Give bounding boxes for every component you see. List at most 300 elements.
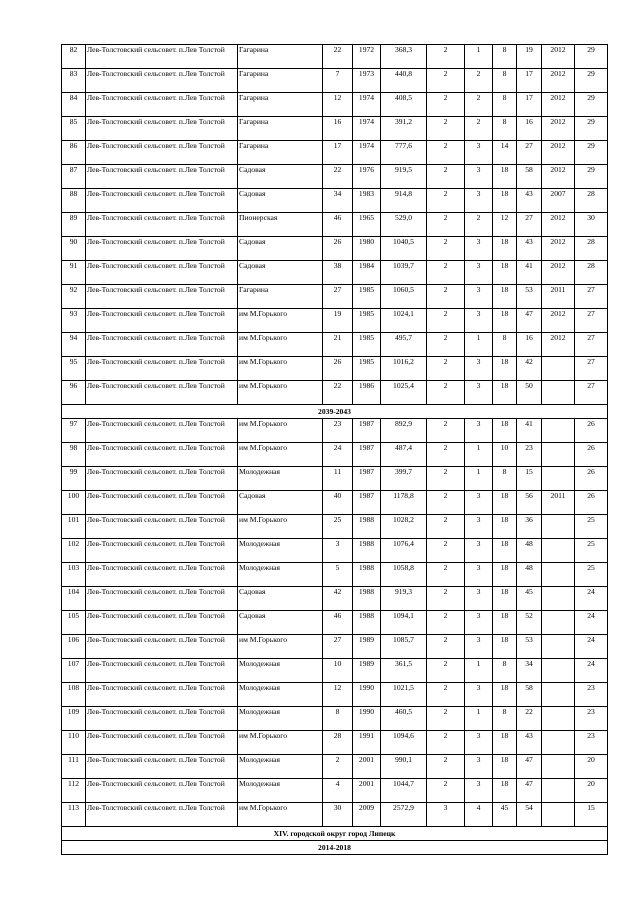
street-cell: им М.Горького [238, 635, 323, 659]
value-cell-10: 15 [575, 803, 608, 827]
table-row [62, 515, 608, 539]
value-cell-10: 27 [575, 333, 608, 357]
value-cell-6: 2 [465, 93, 493, 117]
settlement-cell: Лев-Толстовский сельсовет. п.Лев Толстой [86, 213, 238, 237]
value-cell-6: 1 [465, 659, 493, 683]
house-number-cell: 46 [323, 213, 353, 237]
row-number: 113 [62, 803, 86, 827]
repair-year-cell [542, 659, 575, 683]
settlement-cell: Лев-Толстовский сельсовет. п.Лев Толстой [86, 261, 238, 285]
value-cell-8: 45 [517, 587, 542, 611]
house-number-cell: 12 [323, 93, 353, 117]
house-number-cell: 3 [323, 539, 353, 563]
value-cell-6: 3 [465, 539, 493, 563]
table-row [62, 357, 608, 381]
value-cell-10: 23 [575, 683, 608, 707]
repair-year-cell [542, 357, 575, 381]
table-row [62, 261, 608, 285]
value-cell-7: 18 [493, 189, 517, 213]
house-number-cell: 34 [323, 189, 353, 213]
value-cell-6: 3 [465, 357, 493, 381]
row-number: 83 [62, 69, 86, 93]
value-cell-7: 18 [493, 237, 517, 261]
area-cell: 1058,8 [381, 563, 427, 587]
value-cell-6: 3 [465, 563, 493, 587]
value-cell-6: 3 [465, 141, 493, 165]
row-number: 89 [62, 213, 86, 237]
value-cell-10: 29 [575, 117, 608, 141]
house-number-cell: 22 [323, 165, 353, 189]
value-cell-5: 2 [427, 69, 465, 93]
value-cell-5: 2 [427, 779, 465, 803]
street-cell: им М.Горького [238, 515, 323, 539]
house-number-cell: 10 [323, 659, 353, 683]
house-number-cell: 8 [323, 707, 353, 731]
table-row [62, 213, 608, 237]
value-cell-8: 53 [517, 635, 542, 659]
house-number-cell: 26 [323, 237, 353, 261]
area-cell: 1025,4 [381, 381, 427, 405]
value-cell-8: 17 [517, 69, 542, 93]
house-number-cell: 27 [323, 285, 353, 309]
value-cell-7: 18 [493, 309, 517, 333]
house-number-cell: 2 [323, 755, 353, 779]
area-cell: 399,7 [381, 467, 427, 491]
area-cell: 1028,2 [381, 515, 427, 539]
year-cell: 1976 [353, 165, 381, 189]
value-cell-8: 15 [517, 467, 542, 491]
year-cell: 2009 [353, 803, 381, 827]
street-cell: Гагарина [238, 45, 323, 69]
value-cell-8: 43 [517, 237, 542, 261]
row-number: 84 [62, 93, 86, 117]
repair-year-cell [542, 467, 575, 491]
repair-year-cell: 2012 [542, 237, 575, 261]
area-cell: 1039,7 [381, 261, 427, 285]
value-cell-6: 3 [465, 779, 493, 803]
repair-year-cell: 2012 [542, 213, 575, 237]
repair-year-cell [542, 611, 575, 635]
value-cell-5: 2 [427, 443, 465, 467]
value-cell-6: 1 [465, 707, 493, 731]
street-cell: им М.Горького [238, 381, 323, 405]
value-cell-5: 2 [427, 539, 465, 563]
area-cell: 919,3 [381, 587, 427, 611]
value-cell-7: 8 [493, 45, 517, 69]
table-row [62, 755, 608, 779]
street-cell: им М.Горького [238, 443, 323, 467]
year-cell: 1988 [353, 539, 381, 563]
year-cell: 1980 [353, 237, 381, 261]
value-cell-7: 18 [493, 683, 517, 707]
street-cell: Гагарина [238, 285, 323, 309]
table-row [62, 69, 608, 93]
year-cell: 1984 [353, 261, 381, 285]
value-cell-8: 34 [517, 659, 542, 683]
value-cell-7: 18 [493, 779, 517, 803]
value-cell-7: 18 [493, 285, 517, 309]
value-cell-8: 16 [517, 117, 542, 141]
value-cell-6: 1 [465, 443, 493, 467]
row-number: 106 [62, 635, 86, 659]
year-cell: 1985 [353, 309, 381, 333]
value-cell-7: 18 [493, 381, 517, 405]
settlement-cell: Лев-Толстовский сельсовет. п.Лев Толстой [86, 117, 238, 141]
year-cell: 1987 [353, 419, 381, 443]
street-cell: им М.Горького [238, 357, 323, 381]
table-row [62, 443, 608, 467]
house-number-cell: 23 [323, 419, 353, 443]
settlement-cell: Лев-Толстовский сельсовет. п.Лев Толстой [86, 333, 238, 357]
value-cell-5: 2 [427, 333, 465, 357]
house-number-cell: 38 [323, 261, 353, 285]
repair-year-cell [542, 443, 575, 467]
area-cell: 391,2 [381, 117, 427, 141]
value-cell-6: 3 [465, 683, 493, 707]
value-cell-7: 18 [493, 611, 517, 635]
street-cell: Садовая [238, 587, 323, 611]
row-number: 102 [62, 539, 86, 563]
street-cell: им М.Горького [238, 333, 323, 357]
street-cell: Молодежная [238, 563, 323, 587]
value-cell-10: 24 [575, 587, 608, 611]
value-cell-5: 2 [427, 587, 465, 611]
table-row [62, 731, 608, 755]
repair-year-cell: 2012 [542, 333, 575, 357]
row-number: 93 [62, 309, 86, 333]
settlement-cell: Лев-Толстовский сельсовет. п.Лев Толстой [86, 755, 238, 779]
value-cell-8: 47 [517, 779, 542, 803]
house-number-cell: 22 [323, 381, 353, 405]
settlement-cell: Лев-Толстовский сельсовет. п.Лев Толстой [86, 69, 238, 93]
value-cell-6: 3 [465, 611, 493, 635]
settlement-cell: Лев-Толстовский сельсовет. п.Лев Толстой [86, 189, 238, 213]
year-cell: 1989 [353, 659, 381, 683]
settlement-cell: Лев-Толстовский сельсовет. п.Лев Толстой [86, 357, 238, 381]
area-cell: 914,8 [381, 189, 427, 213]
value-cell-7: 18 [493, 587, 517, 611]
value-cell-5: 2 [427, 189, 465, 213]
value-cell-10: 24 [575, 611, 608, 635]
row-number: 94 [62, 333, 86, 357]
table-row [62, 309, 608, 333]
street-cell: Молодежная [238, 707, 323, 731]
house-number-cell: 26 [323, 357, 353, 381]
section-header: 2014-2018 [62, 841, 608, 855]
value-cell-8: 22 [517, 707, 542, 731]
table-row [62, 683, 608, 707]
table-row [62, 237, 608, 261]
row-number: 85 [62, 117, 86, 141]
value-cell-10: 26 [575, 467, 608, 491]
settlement-cell: Лев-Толстовский сельсовет. п.Лев Толстой [86, 141, 238, 165]
value-cell-7: 8 [493, 333, 517, 357]
street-cell: Садовая [238, 237, 323, 261]
value-cell-6: 3 [465, 491, 493, 515]
value-cell-6: 3 [465, 635, 493, 659]
repair-year-cell: 2011 [542, 285, 575, 309]
row-number: 104 [62, 587, 86, 611]
repair-year-cell: 2011 [542, 491, 575, 515]
street-cell: Садовая [238, 189, 323, 213]
value-cell-10: 26 [575, 443, 608, 467]
value-cell-7: 18 [493, 563, 517, 587]
house-number-cell: 46 [323, 611, 353, 635]
value-cell-7: 18 [493, 491, 517, 515]
value-cell-8: 48 [517, 563, 542, 587]
value-cell-6: 3 [465, 419, 493, 443]
row-number: 111 [62, 755, 86, 779]
table-row [62, 563, 608, 587]
value-cell-8: 23 [517, 443, 542, 467]
row-number: 98 [62, 443, 86, 467]
value-cell-6: 3 [465, 755, 493, 779]
settlement-cell: Лев-Толстовский сельсовет. п.Лев Толстой [86, 45, 238, 69]
repair-year-cell: 2007 [542, 189, 575, 213]
street-cell: Молодежная [238, 779, 323, 803]
area-cell: 460,5 [381, 707, 427, 731]
table-row [62, 165, 608, 189]
value-cell-6: 2 [465, 117, 493, 141]
value-cell-7: 18 [493, 419, 517, 443]
house-number-cell: 25 [323, 515, 353, 539]
value-cell-8: 58 [517, 165, 542, 189]
street-cell: Гагарина [238, 69, 323, 93]
value-cell-8: 41 [517, 261, 542, 285]
value-cell-5: 2 [427, 659, 465, 683]
value-cell-10: 28 [575, 189, 608, 213]
street-cell: Гагарина [238, 141, 323, 165]
value-cell-7: 8 [493, 707, 517, 731]
value-cell-8: 16 [517, 333, 542, 357]
value-cell-10: 23 [575, 707, 608, 731]
area-cell: 2572,9 [381, 803, 427, 827]
area-cell: 361,5 [381, 659, 427, 683]
house-number-cell: 12 [323, 683, 353, 707]
area-cell: 1040,5 [381, 237, 427, 261]
value-cell-10: 29 [575, 69, 608, 93]
value-cell-10: 27 [575, 381, 608, 405]
repair-year-cell [542, 381, 575, 405]
settlement-cell: Лев-Толстовский сельсовет. п.Лев Толстой [86, 285, 238, 309]
area-cell: 529,0 [381, 213, 427, 237]
street-cell: им М.Горького [238, 309, 323, 333]
row-number: 112 [62, 779, 86, 803]
street-cell: Молодежная [238, 755, 323, 779]
year-cell: 1988 [353, 515, 381, 539]
value-cell-7: 18 [493, 755, 517, 779]
value-cell-7: 8 [493, 69, 517, 93]
value-cell-8: 54 [517, 803, 542, 827]
value-cell-8: 43 [517, 189, 542, 213]
value-cell-5: 2 [427, 93, 465, 117]
value-cell-5: 2 [427, 635, 465, 659]
table-row [62, 381, 608, 405]
table-row [62, 333, 608, 357]
settlement-cell: Лев-Толстовский сельсовет. п.Лев Толстой [86, 491, 238, 515]
value-cell-6: 3 [465, 515, 493, 539]
repair-year-cell [542, 755, 575, 779]
repair-year-cell: 2012 [542, 45, 575, 69]
house-number-cell: 4 [323, 779, 353, 803]
value-cell-10: 24 [575, 659, 608, 683]
year-cell: 1990 [353, 683, 381, 707]
settlement-cell: Лев-Толстовский сельсовет. п.Лев Толстой [86, 707, 238, 731]
row-number: 100 [62, 491, 86, 515]
year-cell: 1973 [353, 69, 381, 93]
area-cell: 1085,7 [381, 635, 427, 659]
repair-year-cell: 2012 [542, 309, 575, 333]
value-cell-6: 3 [465, 309, 493, 333]
repair-year-cell: 2012 [542, 93, 575, 117]
row-number: 103 [62, 563, 86, 587]
value-cell-7: 18 [493, 539, 517, 563]
row-number: 88 [62, 189, 86, 213]
value-cell-10: 28 [575, 261, 608, 285]
value-cell-5: 2 [427, 117, 465, 141]
house-number-cell: 19 [323, 309, 353, 333]
settlement-cell: Лев-Толстовский сельсовет. п.Лев Толстой [86, 563, 238, 587]
area-cell: 1178,8 [381, 491, 427, 515]
table-row [62, 803, 608, 827]
row-number: 108 [62, 683, 86, 707]
value-cell-6: 1 [465, 45, 493, 69]
value-cell-10: 27 [575, 285, 608, 309]
house-number-cell: 11 [323, 467, 353, 491]
value-cell-7: 18 [493, 515, 517, 539]
table-row [62, 189, 608, 213]
value-cell-8: 27 [517, 141, 542, 165]
street-cell: Молодежная [238, 467, 323, 491]
value-cell-5: 2 [427, 381, 465, 405]
repair-year-cell: 2012 [542, 69, 575, 93]
area-cell: 1021,5 [381, 683, 427, 707]
value-cell-10: 25 [575, 563, 608, 587]
area-cell: 919,5 [381, 165, 427, 189]
year-cell: 1987 [353, 443, 381, 467]
street-cell: Садовая [238, 165, 323, 189]
row-number: 109 [62, 707, 86, 731]
table-row [62, 467, 608, 491]
value-cell-10: 25 [575, 539, 608, 563]
row-number: 107 [62, 659, 86, 683]
area-cell: 1044,7 [381, 779, 427, 803]
row-number: 86 [62, 141, 86, 165]
value-cell-5: 2 [427, 563, 465, 587]
street-cell: Молодежная [238, 683, 323, 707]
value-cell-6: 3 [465, 587, 493, 611]
value-cell-7: 8 [493, 117, 517, 141]
value-cell-8: 41 [517, 419, 542, 443]
area-cell: 487,4 [381, 443, 427, 467]
settlement-cell: Лев-Толстовский сельсовет. п.Лев Толстой [86, 93, 238, 117]
repair-year-cell [542, 635, 575, 659]
section-header: 2039-2043 [62, 405, 608, 419]
value-cell-6: 2 [465, 213, 493, 237]
value-cell-10: 29 [575, 93, 608, 117]
settlement-cell: Лев-Толстовский сельсовет. п.Лев Толстой [86, 635, 238, 659]
value-cell-10: 20 [575, 755, 608, 779]
value-cell-7: 18 [493, 165, 517, 189]
year-cell: 1974 [353, 141, 381, 165]
house-number-cell: 28 [323, 731, 353, 755]
value-cell-10: 25 [575, 515, 608, 539]
street-cell: им М.Горького [238, 803, 323, 827]
row-number: 105 [62, 611, 86, 635]
table-row [62, 117, 608, 141]
value-cell-8: 50 [517, 381, 542, 405]
settlement-cell: Лев-Толстовский сельсовет. п.Лев Толстой [86, 515, 238, 539]
value-cell-10: 29 [575, 165, 608, 189]
settlement-cell: Лев-Толстовский сельсовет. п.Лев Толстой [86, 237, 238, 261]
area-cell: 495,7 [381, 333, 427, 357]
value-cell-8: 47 [517, 309, 542, 333]
value-cell-10: 29 [575, 45, 608, 69]
value-cell-8: 48 [517, 539, 542, 563]
row-number: 92 [62, 285, 86, 309]
area-cell: 1094,6 [381, 731, 427, 755]
row-number: 87 [62, 165, 86, 189]
value-cell-8: 52 [517, 611, 542, 635]
value-cell-6: 3 [465, 165, 493, 189]
row-number: 101 [62, 515, 86, 539]
value-cell-7: 8 [493, 93, 517, 117]
value-cell-5: 3 [427, 803, 465, 827]
year-cell: 1972 [353, 45, 381, 69]
repair-year-cell [542, 707, 575, 731]
value-cell-7: 8 [493, 659, 517, 683]
year-cell: 1987 [353, 467, 381, 491]
value-cell-5: 2 [427, 45, 465, 69]
value-cell-7: 45 [493, 803, 517, 827]
table-row [62, 141, 608, 165]
value-cell-8: 47 [517, 755, 542, 779]
year-cell: 1989 [353, 635, 381, 659]
value-cell-6: 3 [465, 189, 493, 213]
settlement-cell: Лев-Толстовский сельсовет. п.Лев Толстой [86, 659, 238, 683]
value-cell-10: 23 [575, 731, 608, 755]
settlement-cell: Лев-Толстовский сельсовет. п.Лев Толстой [86, 803, 238, 827]
settlement-cell: Лев-Толстовский сельсовет. п.Лев Толстой [86, 381, 238, 405]
table-body [62, 45, 608, 855]
year-cell: 1988 [353, 587, 381, 611]
value-cell-8: 19 [517, 45, 542, 69]
house-number-cell: 42 [323, 587, 353, 611]
housing-table [61, 44, 608, 855]
value-cell-5: 2 [427, 755, 465, 779]
repair-year-cell [542, 515, 575, 539]
settlement-cell: Лев-Толстовский сельсовет. п.Лев Толстой [86, 779, 238, 803]
value-cell-6: 3 [465, 381, 493, 405]
value-cell-7: 18 [493, 635, 517, 659]
year-cell: 1987 [353, 491, 381, 515]
settlement-cell: Лев-Толстовский сельсовет. п.Лев Толстой [86, 165, 238, 189]
value-cell-10: 24 [575, 635, 608, 659]
value-cell-10: 30 [575, 213, 608, 237]
value-cell-6: 4 [465, 803, 493, 827]
table-row [62, 285, 608, 309]
year-cell: 2001 [353, 755, 381, 779]
value-cell-5: 2 [427, 165, 465, 189]
value-cell-5: 2 [427, 707, 465, 731]
house-number-cell: 5 [323, 563, 353, 587]
repair-year-cell [542, 587, 575, 611]
area-cell: 990,1 [381, 755, 427, 779]
row-number: 95 [62, 357, 86, 381]
value-cell-7: 10 [493, 443, 517, 467]
street-cell: Молодежная [238, 659, 323, 683]
settlement-cell: Лев-Толстовский сельсовет. п.Лев Толстой [86, 611, 238, 635]
